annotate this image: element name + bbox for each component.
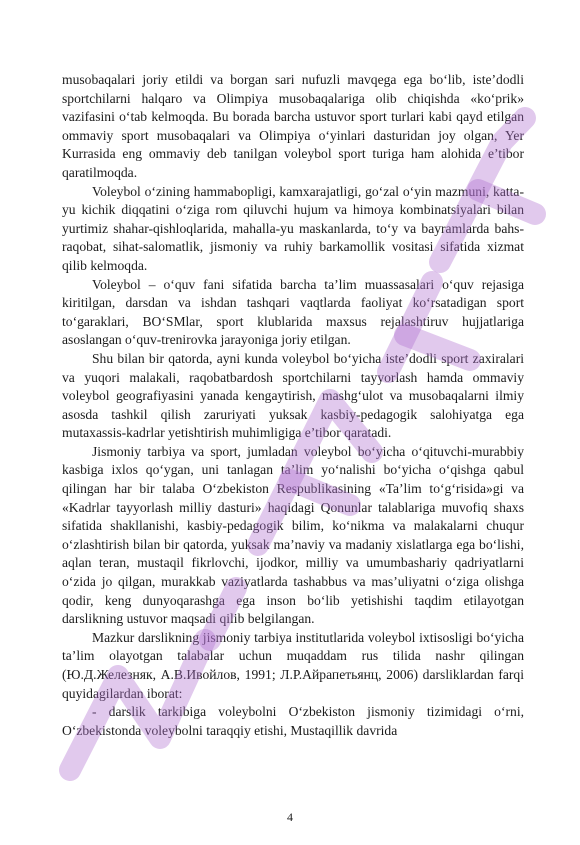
paragraph-1: musobaqalari joriy etildi va borgan sari nufuzli mavqega ega bo‘lib, iste’dodli sportchilarni halqaro va Olimpiya musobaqalariga olib chiqishda «ko‘prik» vazifasini o‘tab kelmoqda. Bu borada barcha ustuvor sport turlari kabi qayd etilgan ommaviy sport musobaqalari va Olimpiya o‘yinlari dasturidan joy olgan, Yer Kurrasida eng ommaviy deb tanilgan voleybol sport turiga ham alohida e’tibor qaratilmoqda. (62, 72, 524, 180)
paragraph-4: Shu bilan bir qatorda, ayni kunda voleybol bo‘yicha iste’dodli sport zaxiralari va yuqori malakali, raqobatbardosh sportchilarni tayyorlash hamda ommaviy voleybol geografiyasini yanada kengaytirish, mashg‘ulot va musobaqalarni ilmiy asosda tashkil qilish zaruriyati yuksak kasbiy-pedagogik salohiyatga ega mutaxassis-kadrlar yetishtirish muhimligiga e’tibor qaratadi. (62, 350, 524, 441)
body-text (62, 71, 524, 740)
paragraph-5: Jismoniy tarbiya va sport, jumladan voleybol bo‘yicha o‘qituvchi-murabbiy kasbiga ixlos qo‘ygan, uni tanlagan ta’lim yo‘nalishi bo‘yicha o‘qishga qabul qilingan har bir talaba O‘zbekiston Respublikasining «Ta’lim to‘g‘risida»gi va «Kadrlar tayyorlash milliy dasturi» haqidagi Qonunlar talablariga muvofiq shaxs sifatida shakllanishi, kasbiy-pedagogik bilim, ko‘nikma va malakalarni chuqur o‘zlashtirish bilan bir qatorda, yuksak ma’naviy va madaniy xislatlarga ega bo‘lishi, aqlan teran, mustaqil fikrlovchi, ijodkor, milliy va umumbashariy qadriyatlarni o‘zida jo qilgan, murakkab vaziyatlarda tashabbus va mas’uliyatni o‘ziga olishga qodir, keng dunyoqarashga ega inson bo‘lib yetishishi taqdim etilayotgan darslikning ustuvor maqsadi qilib belgilangan. (62, 443, 524, 627)
paragraph-7: - darslik tarkibiga voleybolni O‘zbekiston jismoniy tizimidagi o‘rni, O‘zbekistonda voleybolni taraqqiy etishi, Mustaqillik davrida (62, 704, 524, 738)
paragraph-3: Voleybol – o‘quv fani sifatida barcha ta’lim muassasalari o‘quv rejasiga kiritilgan, darsdan va ishdan tashqari vaqtlarda faoliyat ko‘rsatadigan sport to‘garaklari, BO‘SMlar, sport klublarida maxsus rejalashtiruv hujjatlariga asoslangan o‘quv-trenirovka jarayoniga joriy etilgan. (62, 276, 524, 348)
paragraph-2: Voleybol o‘zining hammabopligi, kamxarajatligi, go‘zal o‘yin mazmuni, katta-yu kichik diqqatini o‘ziga rom qiluvchi hujum va himoya kombinatsiyalari bilan yurtimiz shahar-qishloqlarida, mahalla-yu maskanlarda, to‘y va bayramlarda bahs-raqobat, sihat-salomatlik, jismoniy va ruhiy barkamollik vositasi sifatida xizmat qilib kelmoqda. (62, 183, 524, 273)
paragraph-6: Mazkur darslikning jismoniy tarbiya institutlarida voleybol ixtisosligi bo‘yicha ta’lim olayotgan talabalar uchun muqaddam rus tilida nashr qilingan (Ю.Д.Железняк, А.В.Ивойлов, 1991; Л.Р.Айрапетьянц, 2006) darsliklardan farqi quyidagilardan iborat: (62, 629, 524, 701)
page-number: 4 (287, 810, 293, 824)
